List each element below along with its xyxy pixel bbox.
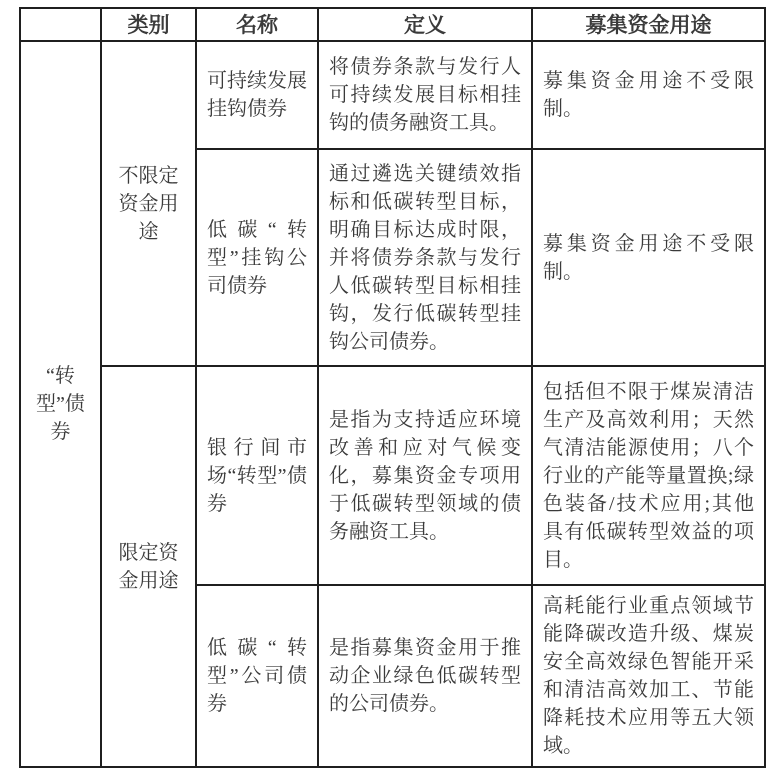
definition-cell: 是指募集资金用于推动企业绿色低碳转型的公司债券。 xyxy=(318,585,532,767)
category-cell-unrestricted: 不限定资金用途 xyxy=(101,41,196,366)
definition-cell: 将债券条款与发行人可持续发展目标相挂钩的债务融资工具。 xyxy=(318,41,532,149)
header-category: 类别 xyxy=(101,8,196,41)
bond-group-cell: “转型”债券 xyxy=(20,41,101,767)
definition-cell: 通过遴选关键绩效指标和低碳转型目标，明确目标达成时限，并将债券条款与发行人低碳转型目标相挂钩，发行低碳转型挂钩公司债券。 xyxy=(318,149,532,366)
header-corner-cell xyxy=(20,8,101,41)
name-cell: 可持续发展挂钩债券 xyxy=(196,41,318,149)
name-cell: 低碳“转型”挂钩公司债券 xyxy=(196,149,318,366)
definition-cell: 是指为支持适应环境改善和应对气候变化，募集资金专项用于低碳转型领域的债务融资工具。 xyxy=(318,366,532,585)
name-cell: 银行间市场“转型”债券 xyxy=(196,366,318,585)
table-row-interbank-transition xyxy=(20,366,765,585)
name-cell: 低碳“转型”公司债券 xyxy=(196,585,318,767)
header-row xyxy=(20,8,765,41)
header-definition: 定义 xyxy=(318,8,532,41)
transition-bond-table xyxy=(19,7,766,768)
table-row-sustainability-linked xyxy=(20,41,765,149)
use-cell: 募集资金用途不受限制。 xyxy=(532,41,765,149)
header-name: 名称 xyxy=(196,8,318,41)
use-cell: 包括但不限于煤炭清洁生产及高效利用；天然气清洁能源使用；八个行业的产能等量置换;绿色装备/技术应用;其他具有低碳转型效益的项目。 xyxy=(532,366,765,585)
use-cell: 募集资金用途不受限制。 xyxy=(532,149,765,366)
header-use: 募集资金用途 xyxy=(532,8,765,41)
use-cell: 高耗能行业重点领域节能降碳改造升级、煤炭安全高效绿色智能开采和清洁高效加工、节能降耗技术应用等五大领域。 xyxy=(532,585,765,767)
category-cell-restricted: 限定资金用途 xyxy=(101,366,196,767)
